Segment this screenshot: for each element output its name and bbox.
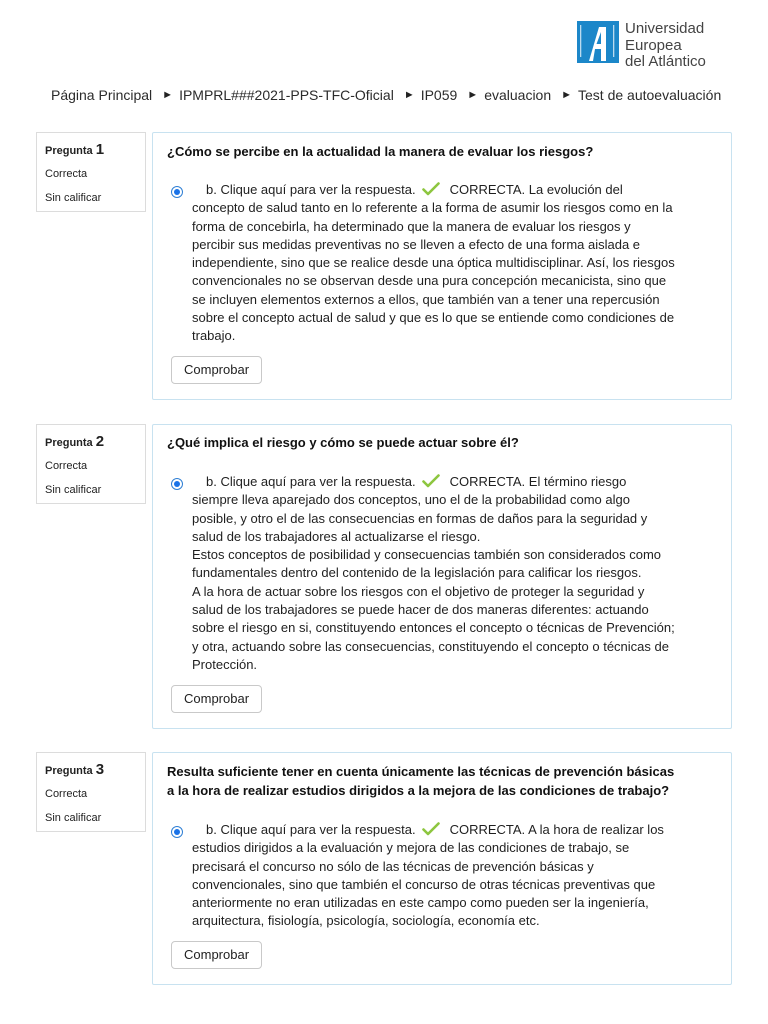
feedback-line: trabajo. bbox=[192, 328, 236, 344]
university-logo[interactable] bbox=[577, 21, 706, 71]
question-number: 1 bbox=[95, 141, 105, 158]
feedback-line: posible, y otro el de las consecuencias en formas de daños para la seguridad y bbox=[192, 510, 648, 526]
feedback-line: sobre el concepto actual de salud y que es lo que se entiende como condiciones de bbox=[192, 310, 675, 326]
radio-selected[interactable] bbox=[171, 478, 183, 490]
feedback-line: precisará el concurso no sólo de las técnicas de prevención básicas y bbox=[192, 858, 594, 874]
feedback-line: concepto de salud tanto en lo referente a la forma de asumir los riesgos como en la bbox=[192, 200, 673, 216]
answer-option-label[interactable]: b. Clique aquí para ver la respuesta. bbox=[206, 182, 416, 197]
feedback-line: se incluyen elementos externos a ellos, que también van a tener una repercusión bbox=[192, 291, 660, 307]
breadcrumb-section[interactable]: IP059 bbox=[420, 87, 458, 103]
breadcrumb bbox=[51, 87, 721, 103]
question-state: Correcta bbox=[45, 788, 88, 800]
breadcrumb-home[interactable]: Página Principal bbox=[51, 87, 153, 103]
feedback-line: convencionales no se observan desde una pura concepción mecanicista, sino que bbox=[192, 273, 667, 289]
question-number: 2 bbox=[95, 433, 105, 450]
breadcrumb-separator-icon: ► bbox=[162, 89, 174, 101]
feedback-line: Estos conceptos de posibilidad y consecuencias también son considerados como bbox=[192, 547, 661, 563]
logo-line-3: del Atlántico bbox=[625, 53, 706, 70]
question-3-content bbox=[152, 752, 732, 985]
breadcrumb-evaluation[interactable]: evaluacion bbox=[484, 87, 552, 103]
feedback-line: siempre lleva aparejado dos conceptos, uno el de la probabilidad como algo bbox=[192, 492, 630, 508]
answer-option bbox=[171, 181, 691, 346]
check-button[interactable]: Comprobar bbox=[171, 356, 262, 384]
question-grade: Sin calificar bbox=[45, 192, 102, 204]
feedback-line: sobre el riesgo en si, constituyendo entonces el concepto o técnicas de Prevención; bbox=[192, 620, 675, 636]
feedback-line: percibir sus medidas preventivas no se lleven a efecto de una forma aislada e bbox=[192, 236, 641, 252]
logo-a-icon bbox=[577, 21, 619, 63]
answer-option-label[interactable]: b. Clique aquí para ver la respuesta. bbox=[206, 474, 416, 489]
check-icon bbox=[422, 822, 440, 836]
feedback-line: A la hora de actuar sobre los riesgos con el objetivo de proteger la seguridad y bbox=[192, 583, 645, 599]
feedback-line: Protección. bbox=[192, 656, 258, 672]
feedback-line: forma de concebirla, ha determinado que la manera de evaluar los riesgos y bbox=[192, 218, 631, 234]
breadcrumb-separator-icon: ► bbox=[403, 89, 415, 101]
question-3-info bbox=[36, 752, 146, 832]
feedback-line: CORRECTA. La evolución del bbox=[449, 182, 623, 197]
breadcrumb-separator-icon: ► bbox=[467, 89, 479, 101]
question-grade: Sin calificar bbox=[45, 812, 102, 824]
check-icon bbox=[422, 474, 440, 488]
logo-line-2: Europea bbox=[625, 36, 682, 54]
check-icon bbox=[422, 182, 440, 196]
feedback-line: arquitectura, fisiología, psicología, sociología, economía etc. bbox=[192, 913, 540, 929]
feedback-line: CORRECTA. El término riesgo bbox=[449, 474, 627, 489]
question-text-line: a la hora de realizar estudios dirigidos a la mejora de las condiciones de trabajo? bbox=[167, 783, 670, 798]
question-state: Correcta bbox=[45, 460, 88, 472]
question-label: Pregunta bbox=[45, 145, 93, 157]
question-label: Pregunta bbox=[45, 437, 93, 449]
radio-selected[interactable] bbox=[171, 186, 183, 198]
feedback-line: anteriormente no eran utilizadas en este campo como pueden ser la ingeniería, bbox=[192, 895, 649, 911]
feedback-line: salud de los trabajadores se puede hacer de dos maneras diferentes: actuando bbox=[192, 602, 649, 618]
question-text-line: Resulta suficiente tener en cuenta únicamente las técnicas de prevención básicas bbox=[167, 764, 675, 779]
question-text bbox=[167, 762, 712, 800]
feedback-line: y otra, actuando sobre las consecuencias, constituyendo el concepto o técnicas de bbox=[192, 638, 669, 654]
breadcrumb-separator-icon: ► bbox=[561, 89, 573, 101]
question-label: Pregunta bbox=[45, 765, 93, 777]
question-1-info bbox=[36, 132, 146, 212]
breadcrumb-current[interactable]: Test de autoevaluación bbox=[578, 87, 722, 103]
question-text: ¿Cómo se percibe en la actualidad la manera de evaluar los riesgos? bbox=[167, 144, 594, 159]
question-2-content bbox=[152, 424, 732, 729]
feedback-line: fundamentales dentro del contenido de la legislación para calificar los riesgos. bbox=[192, 565, 642, 581]
feedback-line: estudios dirigidos a la evaluación y mejora de las condiciones de trabajo, se bbox=[192, 840, 630, 856]
answer-option bbox=[171, 473, 691, 674]
question-grade: Sin calificar bbox=[45, 484, 102, 496]
question-text: ¿Qué implica el riesgo y cómo se puede actuar sobre él? bbox=[167, 435, 519, 450]
logo-text bbox=[625, 21, 706, 71]
check-button[interactable]: Comprobar bbox=[171, 941, 262, 969]
question-2-info bbox=[36, 424, 146, 504]
check-button[interactable]: Comprobar bbox=[171, 685, 262, 713]
feedback-line: CORRECTA. A la hora de realizar los bbox=[449, 822, 664, 837]
answer-option-label[interactable]: b. Clique aquí para ver la respuesta. bbox=[206, 822, 416, 837]
feedback-line: salud de los trabajadores al actualizarse el riesgo. bbox=[192, 528, 481, 544]
answer-option bbox=[171, 821, 691, 931]
question-number: 3 bbox=[95, 761, 105, 778]
breadcrumb-course[interactable]: IPMPRL###2021-PPS-TFC-Oficial bbox=[179, 87, 394, 103]
feedback-line: independiente, sino que se realice desde una óptica multidisciplinar. Así, los riesgos bbox=[192, 255, 675, 271]
question-1-content bbox=[152, 132, 732, 400]
feedback-line: convencionales, sino que también el concurso de otras técnicas preventivas que bbox=[192, 876, 656, 892]
question-state: Correcta bbox=[45, 168, 88, 180]
logo-line-1: Universidad bbox=[625, 20, 705, 37]
radio-selected[interactable] bbox=[171, 826, 183, 838]
